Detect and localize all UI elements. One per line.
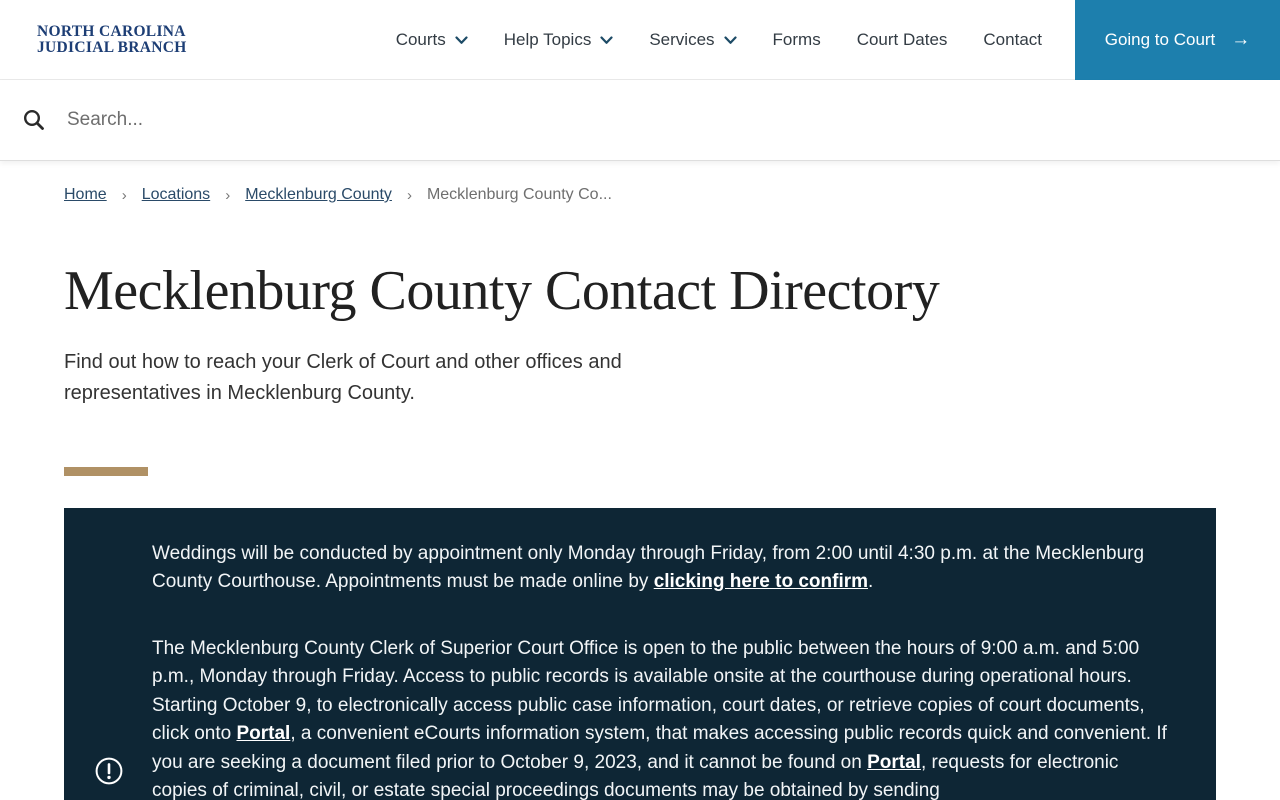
- breadcrumb-separator: ›: [225, 186, 231, 204]
- nav-item-label: Services: [649, 29, 715, 49]
- alert-text: .: [868, 571, 874, 593]
- site-header: [0, 0, 1280, 80]
- alert-box: [64, 508, 1216, 800]
- nav-item-label: Help Topics: [503, 29, 592, 49]
- site-logo[interactable]: [37, 24, 187, 56]
- chevron-down-icon: [455, 36, 468, 45]
- breadcrumb-item[interactable]: Locations: [141, 186, 211, 203]
- main-nav: [396, 0, 1042, 79]
- breadcrumb-item: Mecklenburg County Co...: [426, 186, 612, 203]
- alert-link[interactable]: clicking here to confirm: [653, 571, 869, 593]
- nav-item-label: Contact: [983, 29, 1042, 49]
- going-to-court-label: Going to Court: [1104, 29, 1216, 49]
- breadcrumb: [64, 186, 1216, 204]
- chevron-down-icon: [600, 36, 613, 45]
- main-content: [64, 186, 1216, 800]
- alert-text: , requests for electronic copies of criminal, civil, or estate special proceedings documents may be obtained by sending: [152, 751, 1119, 800]
- nav-item-help-topics[interactable]: [504, 30, 614, 50]
- search-bar: [0, 80, 1280, 161]
- alert-paragraph: [152, 635, 1168, 800]
- breadcrumb-separator: ›: [406, 186, 412, 204]
- arrow-right-icon: →: [1231, 29, 1251, 50]
- alert-text: , a convenient eCourts information system, that makes accessing public records quick and convenient. If you are seeking a document filed prior to October 9, 2023, and it cannot be found on: [152, 723, 1167, 773]
- logo-line-2: JUDICIAL BRANCH: [37, 38, 187, 56]
- breadcrumb-item[interactable]: Mecklenburg County: [245, 186, 392, 203]
- alert-text: Weddings will be conducted by appointment only Monday through Friday, from 2:00 until 4:30 p.m. at the Mecklenburg County Courthouse. Appointments must be made online by: [152, 542, 1145, 593]
- section-divider: [64, 467, 148, 476]
- breadcrumb-separator: ›: [121, 186, 127, 204]
- page-title: Mecklenburg County Contact Directory: [64, 260, 940, 322]
- alert-content: [152, 540, 1168, 800]
- nav-item-label: Courts: [395, 29, 446, 49]
- nav-item-services[interactable]: [649, 30, 736, 50]
- search-icon[interactable]: [23, 109, 45, 131]
- going-to-court-button[interactable]: [1075, 0, 1280, 80]
- chevron-down-icon: [724, 36, 737, 45]
- nav-item-label: Forms: [772, 29, 821, 49]
- alert-text: The Mecklenburg County Clerk of Superior Court Office is open to the public between the hours of 9:00 a.m. and 5:00 p.m., Monday through Friday. Access to public records is available onsite at the courthouse during operational hours. Starting October 9, to electronically access public case information, court dates, or retrieve copies of court documents, click onto: [152, 637, 1145, 745]
- search-input[interactable]: [67, 109, 967, 131]
- alert-link[interactable]: Portal: [236, 723, 291, 745]
- breadcrumb-item[interactable]: Home: [64, 186, 107, 203]
- page-subtitle: Find out how to reach your Clerk of Court and other offices and representatives in Mecklenburg County.: [64, 350, 622, 404]
- exclamation-circle-icon: [95, 757, 123, 785]
- nav-item-courts[interactable]: [396, 30, 468, 50]
- nav-item-label: Court Dates: [856, 29, 948, 49]
- alert-paragraph: [152, 540, 1168, 597]
- logo-line-1: NORTH CAROLINA: [37, 22, 186, 40]
- alert-link[interactable]: Portal: [867, 751, 921, 773]
- nav-item-contact[interactable]: [983, 30, 1042, 50]
- nav-item-court-dates[interactable]: [857, 30, 948, 50]
- nav-item-forms[interactable]: [773, 30, 821, 50]
